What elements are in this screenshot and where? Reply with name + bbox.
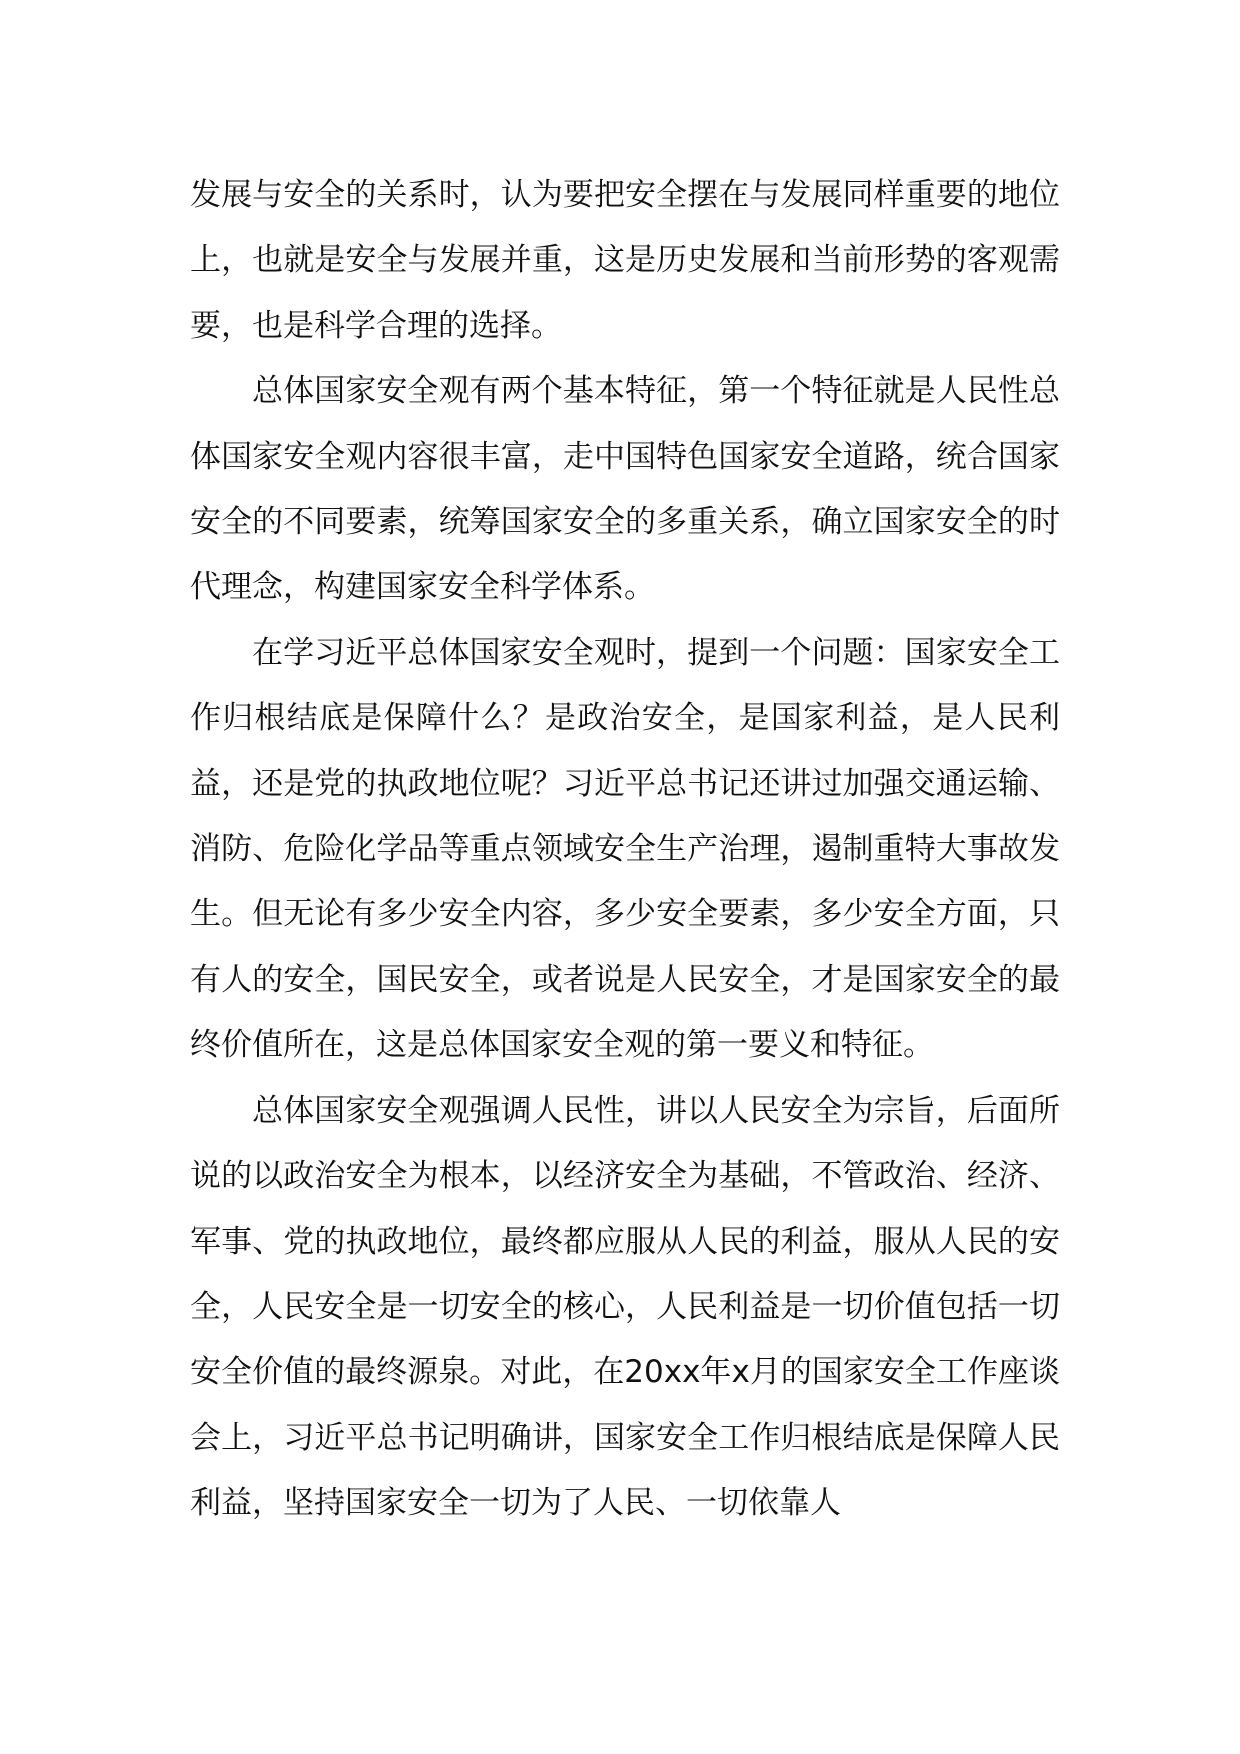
paragraph-3: 在学习近平总体国家安全观时，提到一个问题：国家安全工作归根结底是保障什么？是政治安全，是国家利益，是人民利益，还是党的执政地位呢？习近平总书记还讲过加强交通运输、消防、危险化学品等重点领域安全生产治理，遏制重特大事故发生。但无论有多少安全内容，多少安全要素，多少安全方面，只有人的安全，国民安全，或者说是人民安全，才是国家安全的最终价值所在，这是总体国家安全观的第一要义和特征。 <box>190 634 1060 1064</box>
paragraph-1: 发展与安全的关系时，认为要把安全摆在与发展同样重要的地位上，也就是安全与发展并重，这是历史发展和当前形势的客观需要，也是科学合理的选择。 <box>190 177 1060 344</box>
paragraph-2: 总体国家安全观有两个基本特征，第一个特征就是人民性总体国家安全观内容很丰富，走中国特色国家安全道路，统合国家安全的不同要素，统筹国家安全的多重关系，确立国家安全的时代理念，构建国家安全科学体系。 <box>190 373 1060 606</box>
paragraph-4: 总体国家安全观强调人民性，讲以人民安全为宗旨，后面所说的以政治安全为根本，以经济安全为基础，不管政治、经济、军事、党的执政地位，最终都应服从人民的利益，服从人民的安全，人民安全是一切安全的核心，人民利益是一切价值包括一切安全价值的最终源泉。对此，在20xx年x月的国家安全工作座谈会上，习近平总书记明确讲，国家安全工作归根结底是保障人民利益，坚持国家安全一切为了人民、一切依靠人 <box>190 1092 1060 1522</box>
body-text <box>190 163 1060 1537</box>
